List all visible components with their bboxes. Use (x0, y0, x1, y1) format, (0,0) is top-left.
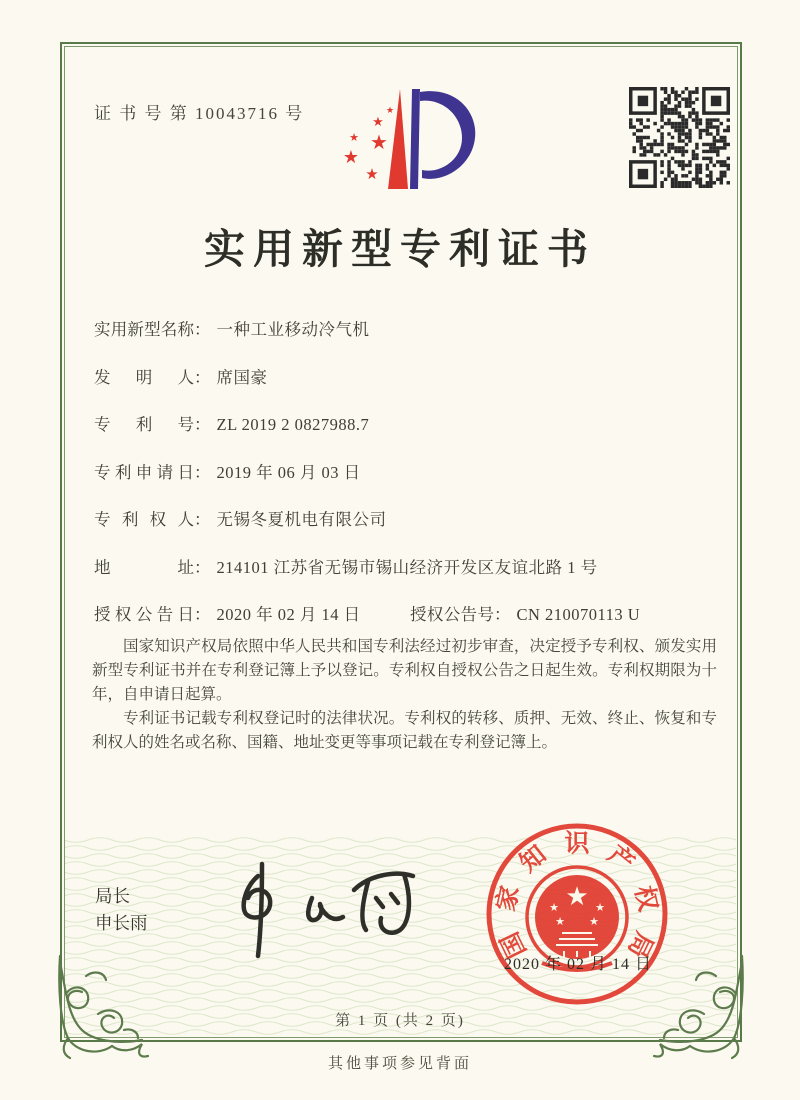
field-row-inventor: 发明人： 席国豪 (94, 354, 710, 402)
field-label: 授权公告日 (94, 605, 194, 624)
certificate-title: 实用新型专利证书 (204, 226, 596, 272)
field-label: 专利申请日 (94, 462, 194, 482)
field-row-patent-no: 专利号： ZL 2019 2 0827988.7 (94, 401, 710, 449)
field-grant-number: 授权公告号： CN 210070113 U (410, 591, 640, 639)
svg-text:国: 国 (496, 927, 532, 962)
svg-text:局: 局 (622, 927, 658, 962)
svg-text:★: ★ (549, 902, 559, 914)
svg-text:家: 家 (492, 883, 525, 914)
page-number: 第 1 页 (共 2 页) (335, 1013, 465, 1029)
svg-text:★: ★ (555, 916, 565, 928)
certificate-fields (94, 306, 710, 639)
legal-paragraph-2: 专利证书记载专利权登记时的法律状况。专利权的转移、质押、无效、终止、恢复和专利权人的姓名或名称、国籍、地址变更等事项记载在专利登记簿上。 (92, 710, 717, 751)
svg-text:权: 权 (629, 883, 662, 914)
officer-block (95, 883, 148, 937)
svg-text:★: ★ (349, 132, 359, 144)
field-value: ZL 2019 2 0827988.7 (216, 415, 370, 434)
field-value: 一种工业移动冷气机 (216, 320, 370, 339)
svg-text:★: ★ (365, 167, 379, 183)
svg-text:★: ★ (370, 132, 388, 154)
officer-name: 申长雨 (95, 913, 148, 933)
officer-title: 局长 (95, 886, 130, 906)
qr-code (629, 87, 730, 188)
svg-text:识: 识 (564, 830, 590, 858)
svg-text:★: ★ (589, 916, 599, 928)
field-label: 专利号 (94, 415, 194, 434)
svg-text:★: ★ (372, 114, 384, 129)
legal-paragraph-1: 国家知识产权局依照中华人民共和国专利法经过初步审查，决定授予专利权、颁发实用新型专利证书并在专利登记簿上予以登记。专利权自授权公告之日起生效。专利权期限为十年，自申请日起算。 (92, 638, 717, 703)
svg-text:★: ★ (385, 105, 395, 115)
certificate-number: 证 书 号 第 10043716 号 (94, 104, 305, 123)
field-value: CN 210070113 U (516, 605, 641, 624)
logo-spike (385, 89, 408, 189)
svg-text:★: ★ (342, 147, 360, 167)
signature-image (216, 860, 428, 962)
logo-bar (410, 89, 420, 189)
seal-date: 2020 年 02 月 14 日 (503, 956, 652, 973)
svg-text:★: ★ (565, 882, 589, 911)
field-value: 席国豪 (216, 367, 268, 387)
field-value: 2019 年 06 月 03 日 (216, 462, 361, 482)
field-label: 实用新型名称 (94, 320, 194, 339)
field-label: 授权公告号 (410, 605, 494, 624)
field-row-grant: 授权公告日： 2020 年 02 月 14 日 授权公告号： CN 210070113 U (94, 591, 710, 639)
corner-flourish-left (46, 952, 158, 1060)
field-row-name: 实用新型名称： 一种工业移动冷气机 (94, 306, 710, 354)
cnipa-logo (328, 86, 480, 192)
field-value: 214101 江苏省无锡市锡山经济开发区友谊北路 1 号 (216, 557, 598, 577)
field-row-filing-date: 专利申请日： 2019 年 06 月 03 日 (94, 449, 710, 497)
legal-text (92, 635, 717, 755)
footer-note: 其他事项参见背面 (327, 1056, 472, 1072)
official-seal (484, 821, 670, 1007)
logo-stars-icon (343, 105, 394, 183)
field-row-address: 地址： 214101 江苏省无锡市锡山经济开发区友谊北路 1 号 (94, 544, 710, 592)
field-label: 发明人 (94, 367, 194, 387)
svg-text:★: ★ (595, 902, 605, 914)
field-row-patentee: 专利权人： 无锡冬夏机电有限公司 (94, 496, 710, 544)
svg-text:知: 知 (515, 840, 552, 878)
field-label: 专利权人 (94, 510, 194, 529)
field-value: 2020 年 02 月 14 日 (216, 605, 361, 624)
field-label: 地址 (94, 557, 194, 577)
svg-text:产: 产 (602, 840, 639, 878)
logo-p-shape (420, 91, 475, 179)
field-value: 无锡冬夏机电有限公司 (216, 510, 387, 529)
